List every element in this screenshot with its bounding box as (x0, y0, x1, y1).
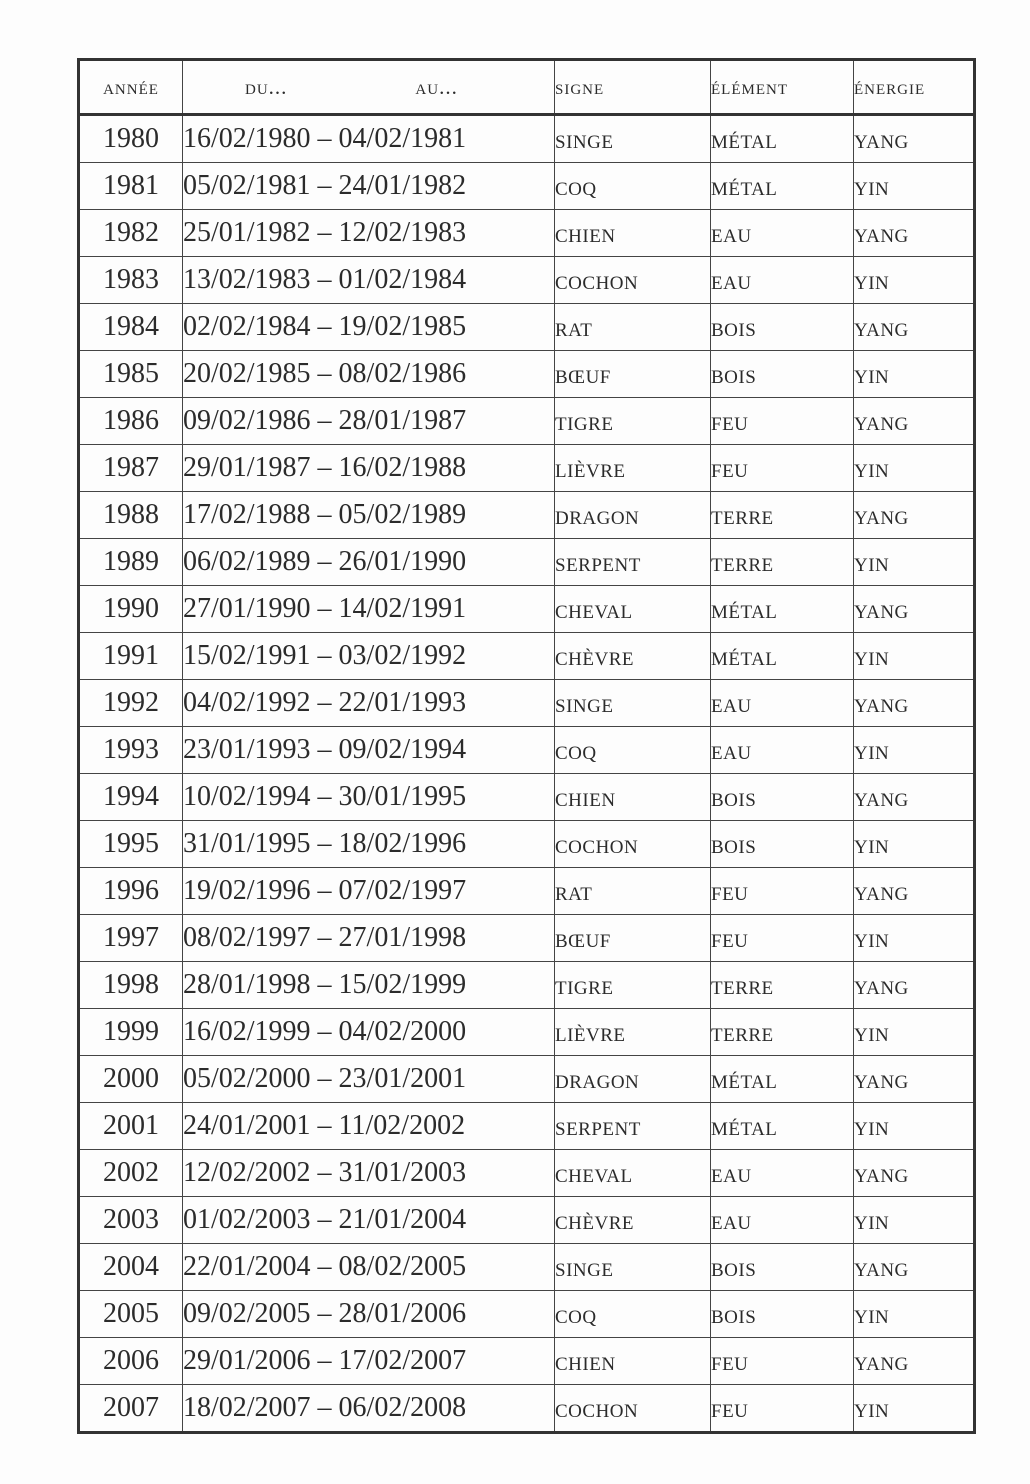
table-row (79, 210, 975, 257)
table-row (79, 1056, 975, 1103)
date-range-cell: 22/01/2004 – 08/02/2005 (183, 1244, 555, 1291)
element-cell: feu (711, 398, 854, 445)
table-row (79, 1385, 975, 1433)
sign-cell: cochon (555, 257, 711, 304)
element-cell: bois (711, 351, 854, 398)
energy-cell: yin (854, 915, 975, 962)
energy-cell: yang (854, 1338, 975, 1385)
table-row (79, 868, 975, 915)
date-range-cell: 12/02/2002 – 31/01/2003 (183, 1150, 555, 1197)
energy-cell: yang (854, 1150, 975, 1197)
element-cell: feu (711, 915, 854, 962)
date-range-cell: 05/02/2000 – 23/01/2001 (183, 1056, 555, 1103)
element-cell: bois (711, 304, 854, 351)
table-row (79, 1291, 975, 1338)
year-cell: 2005 (79, 1291, 183, 1338)
year-cell: 1982 (79, 210, 183, 257)
date-range-cell: 01/02/2003 – 21/01/2004 (183, 1197, 555, 1244)
date-range-cell: 04/02/1992 – 22/01/1993 (183, 680, 555, 727)
energy-cell: yang (854, 586, 975, 633)
table-row (79, 539, 975, 586)
table-row (79, 680, 975, 727)
year-cell: 1985 (79, 351, 183, 398)
element-cell: feu (711, 445, 854, 492)
year-cell: 1998 (79, 962, 183, 1009)
table-row (79, 821, 975, 868)
year-cell: 1992 (79, 680, 183, 727)
table-row (79, 163, 975, 210)
zodiac-table (77, 58, 976, 1434)
sign-cell: chien (555, 210, 711, 257)
table-row (79, 492, 975, 539)
year-cell: 1984 (79, 304, 183, 351)
date-range-cell: 16/02/1999 – 04/02/2000 (183, 1009, 555, 1056)
date-range-cell: 18/02/2007 – 06/02/2008 (183, 1385, 555, 1433)
year-cell: 1981 (79, 163, 183, 210)
header-sign: signe (555, 60, 711, 115)
date-range-cell: 10/02/1994 – 30/01/1995 (183, 774, 555, 821)
sign-cell: lièvre (555, 445, 711, 492)
sign-cell: serpent (555, 539, 711, 586)
element-cell: eau (711, 257, 854, 304)
element-cell: métal (711, 163, 854, 210)
date-range-cell: 29/01/2006 – 17/02/2007 (183, 1338, 555, 1385)
energy-cell: yin (854, 1009, 975, 1056)
table-row (79, 1103, 975, 1150)
table-row (79, 586, 975, 633)
element-cell: feu (711, 1385, 854, 1433)
sign-cell: singe (555, 1244, 711, 1291)
year-cell: 1994 (79, 774, 183, 821)
element-cell: bois (711, 1291, 854, 1338)
year-cell: 1989 (79, 539, 183, 586)
energy-cell: yin (854, 1385, 975, 1433)
energy-cell: yin (854, 257, 975, 304)
year-cell: 1990 (79, 586, 183, 633)
year-cell: 1996 (79, 868, 183, 915)
year-cell: 2006 (79, 1338, 183, 1385)
date-range-cell: 23/01/1993 – 09/02/1994 (183, 727, 555, 774)
header-to: au... (415, 74, 458, 99)
header-row (79, 60, 975, 115)
sign-cell: coq (555, 1291, 711, 1338)
date-range-cell: 28/01/1998 – 15/02/1999 (183, 962, 555, 1009)
header-year: année (79, 60, 183, 115)
table-row (79, 1009, 975, 1056)
sign-cell: bœuf (555, 351, 711, 398)
sign-cell: coq (555, 163, 711, 210)
date-range-cell: 02/02/1984 – 19/02/1985 (183, 304, 555, 351)
date-range-cell: 31/01/1995 – 18/02/1996 (183, 821, 555, 868)
energy-cell: yin (854, 727, 975, 774)
date-range-cell: 09/02/2005 – 28/01/2006 (183, 1291, 555, 1338)
sign-cell: lièvre (555, 1009, 711, 1056)
element-cell: terre (711, 1009, 854, 1056)
table-row (79, 398, 975, 445)
sign-cell: cochon (555, 1385, 711, 1433)
element-cell: terre (711, 492, 854, 539)
table-row (79, 727, 975, 774)
year-cell: 2002 (79, 1150, 183, 1197)
header-element: élément (711, 60, 854, 115)
sign-cell: dragon (555, 1056, 711, 1103)
sign-cell: chèvre (555, 633, 711, 680)
date-range-cell: 24/01/2001 – 11/02/2002 (183, 1103, 555, 1150)
date-range-cell: 09/02/1986 – 28/01/1987 (183, 398, 555, 445)
element-cell: eau (711, 1150, 854, 1197)
year-cell: 2007 (79, 1385, 183, 1433)
table-row (79, 351, 975, 398)
table-row (79, 1197, 975, 1244)
date-range-cell: 19/02/1996 – 07/02/1997 (183, 868, 555, 915)
energy-cell: yin (854, 1197, 975, 1244)
energy-cell: yang (854, 304, 975, 351)
table-row (79, 1150, 975, 1197)
table-body (79, 115, 975, 1433)
table-row (79, 304, 975, 351)
energy-cell: yin (854, 539, 975, 586)
table-row (79, 633, 975, 680)
sign-cell: chien (555, 774, 711, 821)
year-cell: 2001 (79, 1103, 183, 1150)
element-cell: bois (711, 774, 854, 821)
energy-cell: yin (854, 445, 975, 492)
sign-cell: bœuf (555, 915, 711, 962)
energy-cell: yang (854, 962, 975, 1009)
date-range-cell: 16/02/1980 – 04/02/1981 (183, 115, 555, 163)
year-cell: 1987 (79, 445, 183, 492)
element-cell: métal (711, 633, 854, 680)
table-row (79, 445, 975, 492)
energy-cell: yin (854, 163, 975, 210)
year-cell: 1983 (79, 257, 183, 304)
element-cell: feu (711, 1338, 854, 1385)
energy-cell: yang (854, 210, 975, 257)
year-cell: 2004 (79, 1244, 183, 1291)
header-energy: énergie (854, 60, 975, 115)
sign-cell: rat (555, 868, 711, 915)
table-row (79, 1244, 975, 1291)
energy-cell: yang (854, 1244, 975, 1291)
element-cell: métal (711, 1056, 854, 1103)
energy-cell: yang (854, 115, 975, 163)
energy-cell: yang (854, 680, 975, 727)
date-range-cell: 13/02/1983 – 01/02/1984 (183, 257, 555, 304)
energy-cell: yang (854, 1056, 975, 1103)
sign-cell: coq (555, 727, 711, 774)
sign-cell: serpent (555, 1103, 711, 1150)
date-range-cell: 06/02/1989 – 26/01/1990 (183, 539, 555, 586)
table-row (79, 915, 975, 962)
energy-cell: yin (854, 1103, 975, 1150)
energy-cell: yang (854, 492, 975, 539)
sign-cell: singe (555, 115, 711, 163)
energy-cell: yang (854, 774, 975, 821)
date-range-cell: 05/02/1981 – 24/01/1982 (183, 163, 555, 210)
element-cell: bois (711, 821, 854, 868)
element-cell: métal (711, 115, 854, 163)
year-cell: 2003 (79, 1197, 183, 1244)
year-cell: 1999 (79, 1009, 183, 1056)
energy-cell: yin (854, 821, 975, 868)
element-cell: métal (711, 1103, 854, 1150)
header-from: du... (245, 74, 288, 99)
sign-cell: cheval (555, 1150, 711, 1197)
element-cell: eau (711, 210, 854, 257)
date-range-cell: 20/02/1985 – 08/02/1986 (183, 351, 555, 398)
sign-cell: rat (555, 304, 711, 351)
sign-cell: tigre (555, 398, 711, 445)
date-range-cell: 29/01/1987 – 16/02/1988 (183, 445, 555, 492)
element-cell: eau (711, 680, 854, 727)
year-cell: 1986 (79, 398, 183, 445)
table-row (79, 1338, 975, 1385)
year-cell: 1995 (79, 821, 183, 868)
sign-cell: tigre (555, 962, 711, 1009)
sign-cell: chèvre (555, 1197, 711, 1244)
sign-cell: singe (555, 680, 711, 727)
date-range-cell: 25/01/1982 – 12/02/1983 (183, 210, 555, 257)
year-cell: 1988 (79, 492, 183, 539)
element-cell: bois (711, 1244, 854, 1291)
element-cell: eau (711, 1197, 854, 1244)
element-cell: eau (711, 727, 854, 774)
sign-cell: cheval (555, 586, 711, 633)
header-range (183, 60, 555, 115)
element-cell: feu (711, 868, 854, 915)
year-cell: 1980 (79, 115, 183, 163)
energy-cell: yin (854, 351, 975, 398)
sign-cell: dragon (555, 492, 711, 539)
element-cell: terre (711, 962, 854, 1009)
table-row (79, 774, 975, 821)
sign-cell: cochon (555, 821, 711, 868)
table-row (79, 257, 975, 304)
energy-cell: yang (854, 398, 975, 445)
energy-cell: yin (854, 633, 975, 680)
year-cell: 1997 (79, 915, 183, 962)
date-range-cell: 08/02/1997 – 27/01/1998 (183, 915, 555, 962)
date-range-cell: 17/02/1988 – 05/02/1989 (183, 492, 555, 539)
energy-cell: yin (854, 1291, 975, 1338)
element-cell: métal (711, 586, 854, 633)
element-cell: terre (711, 539, 854, 586)
sign-cell: chien (555, 1338, 711, 1385)
date-range-cell: 27/01/1990 – 14/02/1991 (183, 586, 555, 633)
year-cell: 2000 (79, 1056, 183, 1103)
table-row (79, 115, 975, 163)
table-header (79, 60, 975, 115)
table-row (79, 962, 975, 1009)
date-range-cell: 15/02/1991 – 03/02/1992 (183, 633, 555, 680)
year-cell: 1993 (79, 727, 183, 774)
year-cell: 1991 (79, 633, 183, 680)
energy-cell: yang (854, 868, 975, 915)
